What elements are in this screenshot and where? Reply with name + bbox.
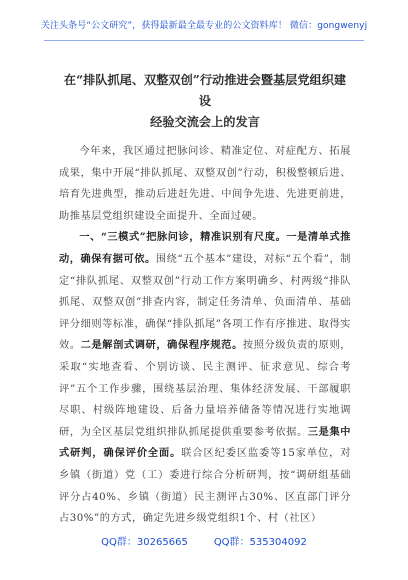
subpoint-two-heading: 二是解剖式调研，确保程序规范。 [80,339,243,352]
document-title [59,70,351,133]
title-line-2: 经验交流会上的发言 [150,115,260,129]
promo-header: 关注头条号“公文研究”，获得最新最全最专业的公文资料库！ 微信：gongwenyj [40,21,368,31]
title-line-1: 在“排队抓尾、双整双创”行动推进会暨基层党组织建设 [63,73,347,108]
subpoint-one-text: 围绕“五个基本”建设，对标“五个看”，制定“排队抓尾、双整双创”行动工作方案明确乡、村两级“排队抓尾、双整双创”排查内容，制定任务清单、负面清单、基础评分细则等标准，确保“排队抓尾”各项工作有序推进、取得实效。 [59,253,351,352]
footer-qq-group-1: QQ群：30265665 [101,537,188,548]
intro-paragraph: 今年来，我区通过把脉问诊、精准定位、对症配方、拓展成果，集中开展“排队抓尾、双整双创”行动，积极整顿后进、培育先进典型，推动后进赶先进、中间争先进、先进更前进，助推基层党组织建设全面提升、全面过硬。 [59,146,351,222]
section-one-heading: 一、“三模式”把脉问诊，精准识别有尺度。 [79,231,287,244]
subpoint-one-heading: 一是清单式推动，确保有据可依。 [59,231,351,265]
section-one-paragraph [59,227,351,529]
document-body [59,141,351,530]
promo-footer [0,535,408,551]
subpoint-two-text: 按照分级负责的原则，采取“实地查看、个别访谈、民主测评、征求意见、综合考评”五个工作步骤，围绕基层治理、集体经济发展、干部履职尽职、村级阵地建设、后备力量培养储备等情况进行实地调研，为全区基层党组织排队抓尾提供重要参考依据。 [59,340,351,438]
subpoint-three-text: 联合区纪委区监委等15家单位，对乡镇（街道）党（工）委进行综合分析研判，按“调研组基础评分占40%、乡镇（街道）民主测评占30%、区直部门评分占30%”的方式，确定先进乡级党组织1个、村（社区） [59,448,351,525]
subpoint-three-heading: 三是集中式研判，确保评价全面。 [59,425,352,460]
footer-qq-group-2: QQ群：535304092 [213,537,307,548]
document-page [59,70,351,530]
header-divider [44,40,364,41]
